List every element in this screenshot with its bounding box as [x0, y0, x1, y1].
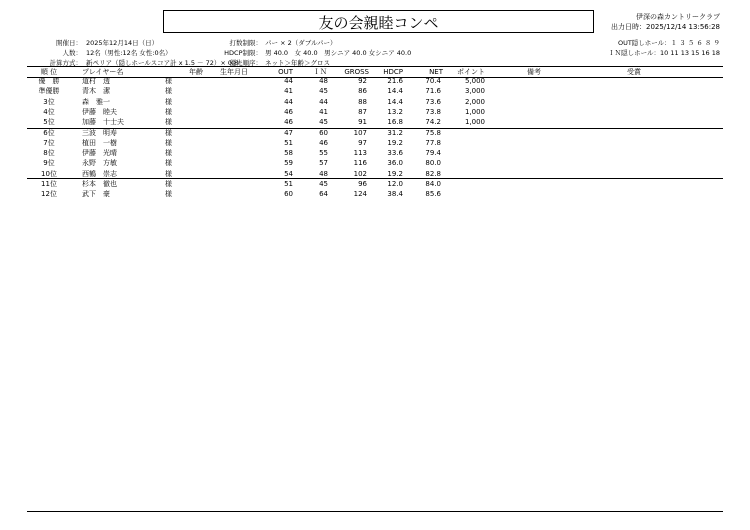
print-datetime: 出力日時：2025/12/14 13:56:28 [610, 23, 720, 31]
cell-honorific: 様 [165, 107, 172, 116]
cell-rank: 8位 [43, 149, 55, 158]
bottom-rule [27, 511, 723, 512]
cell-player-name: 杉本 徹也 [82, 180, 117, 188]
cell-rank: 12位 [41, 190, 57, 199]
cell-out: 44 [284, 77, 293, 85]
cell-rank: 7位 [43, 138, 55, 147]
cell-in: 45 [319, 180, 328, 188]
cell-points: 3,000 [464, 87, 485, 96]
cell-points: 5,000 [464, 77, 485, 85]
header-hdcp: HDCP [383, 68, 403, 76]
cell-honorific: 様 [165, 118, 172, 127]
cell-player-name: 加藤 十士夫 [82, 118, 124, 127]
cell-rank: 9位 [43, 159, 55, 168]
table-row [27, 107, 723, 117]
cell-honorific: 様 [165, 159, 172, 168]
cell-honorific: 様 [165, 190, 172, 199]
prize-divider [27, 128, 723, 129]
cell-gross: 113 [353, 149, 367, 158]
cell-net: 82.8 [425, 169, 441, 178]
cell-gross: 97 [358, 138, 367, 147]
cell-honorific: 様 [165, 149, 172, 158]
cell-in: 45 [319, 87, 328, 96]
cell-out: 51 [284, 138, 293, 147]
cell-hdcp: 38.4 [387, 190, 403, 199]
cell-player-name: 伊藤 睦夫 [82, 107, 117, 116]
priority-value: ネット＞年齢＞グロス [265, 59, 330, 67]
cell-rank: 6位 [43, 128, 55, 137]
table-row [27, 97, 723, 107]
cell-hdcp: 13.2 [387, 107, 403, 116]
cell-honorific: 様 [165, 128, 172, 137]
header-in: ＩＮ [313, 68, 327, 76]
date-label: 開催日： [56, 39, 82, 47]
cell-out: 46 [284, 107, 293, 116]
cell-in: 64 [319, 190, 328, 199]
cell-rank: 4位 [43, 107, 55, 116]
cell-player-name: 森 雅一 [82, 97, 110, 106]
cell-gross: 102 [353, 169, 367, 178]
cell-honorific: 様 [165, 138, 172, 147]
header-award: 受賞 [627, 68, 641, 76]
table-row [27, 138, 723, 148]
cell-honorific: 様 [165, 169, 172, 178]
cell-player-name: 西鶴 崇志 [82, 169, 117, 178]
title-box [163, 10, 594, 33]
cell-honorific: 様 [165, 97, 172, 106]
cell-gross: 87 [358, 107, 367, 116]
cell-in: 44 [319, 97, 328, 106]
info-labels-mid [218, 38, 262, 68]
cell-honorific: 様 [165, 87, 172, 96]
cell-net: 73.6 [425, 97, 441, 106]
table-row [27, 128, 723, 138]
cell-net: 85.6 [425, 190, 441, 199]
cell-net: 74.2 [425, 118, 441, 127]
priority-label: 優先順序： [229, 59, 262, 67]
cell-out: 47 [284, 128, 293, 137]
cell-player-name: 永野 方敏 [82, 159, 117, 168]
info-values-left [86, 38, 238, 68]
cell-honorific: 様 [165, 180, 172, 188]
cell-gross: 92 [358, 77, 367, 85]
club-name: 伊深の森カントリークラブ [636, 13, 720, 21]
cell-out: 54 [284, 169, 293, 178]
header-rank: 順 位 [40, 68, 58, 76]
cell-rank: 10位 [41, 169, 57, 178]
cell-in: 46 [319, 138, 328, 147]
cell-out: 59 [284, 159, 293, 168]
header-out: OUT [278, 68, 293, 76]
cell-hdcp: 14.4 [387, 87, 403, 96]
cell-net: 70.4 [425, 77, 441, 85]
cell-hdcp: 19.2 [387, 138, 403, 147]
cell-hdcp: 19.2 [387, 169, 403, 178]
table-row [27, 158, 723, 168]
header-remarks: 備考 [527, 68, 541, 76]
cell-hdcp: 31.2 [387, 128, 403, 137]
cell-rank: 5位 [43, 118, 55, 127]
strokes-value: パー × 2（ダブルパー） [265, 39, 337, 47]
header-gross: GROSS [344, 68, 369, 76]
cell-gross: 116 [353, 159, 367, 168]
cell-gross: 86 [358, 87, 367, 96]
info-labels-left [40, 38, 82, 68]
cell-in: 45 [319, 118, 328, 127]
header-points: ポイント [457, 68, 485, 76]
group-divider [27, 178, 723, 179]
header-player: プレイヤー名 [82, 68, 124, 76]
cell-out: 41 [284, 87, 293, 96]
cell-gross: 107 [353, 128, 367, 137]
cell-rank: 11位 [41, 180, 57, 188]
cell-net: 77.8 [425, 138, 441, 147]
cell-points: 1,000 [464, 118, 485, 127]
cell-in: 55 [319, 149, 328, 158]
cell-net: 71.6 [425, 87, 441, 96]
cell-in: 48 [319, 77, 328, 85]
cell-hdcp: 16.8 [387, 118, 403, 127]
calc-value: 新ペリア（隠しホールスコア計 x 1.5 － 72）× 0.8 [86, 59, 239, 67]
cell-in: 57 [319, 159, 328, 168]
table-row [27, 189, 723, 199]
cell-player-name: 道村 透 [82, 77, 110, 85]
cell-in: 48 [319, 169, 328, 178]
header-net: NET [429, 68, 443, 76]
out-hidden-holes: OUT隠しホール：１ ３ ５ ６ ８ ９ [617, 39, 720, 47]
cell-gross: 91 [358, 118, 367, 127]
table-row [27, 86, 723, 96]
cell-player-name: 三波 明寿 [82, 128, 117, 137]
cell-points: 2,000 [464, 97, 485, 106]
cell-honorific: 様 [165, 77, 172, 85]
cell-player-name: 植田 一樹 [82, 138, 117, 147]
cell-in: 41 [319, 107, 328, 116]
cell-player-name: 青木 潔 [82, 87, 110, 96]
header-age: 年齢 [189, 68, 203, 76]
table-row [27, 117, 723, 127]
cell-out: 60 [284, 190, 293, 199]
cell-out: 44 [284, 97, 293, 106]
cell-points: 1,000 [464, 107, 485, 116]
cell-hdcp: 33.6 [387, 149, 403, 158]
table-row [27, 76, 723, 86]
cell-player-name: 伊藤 光晴 [82, 149, 117, 158]
date-value: 2025年12月14日（日） [86, 39, 159, 47]
cell-hdcp: 21.6 [387, 77, 403, 85]
cell-net: 75.8 [425, 128, 441, 137]
cell-net: 73.8 [425, 107, 441, 116]
players-value: 12名（男性:12名 女性:0名） [86, 49, 172, 57]
cell-net: 79.4 [425, 149, 441, 158]
hdcp-value: 男 40.0 女 40.0 男シニア 40.0 女シニア 40.0 [265, 49, 412, 57]
cell-rank: 優 勝 [38, 77, 60, 85]
club-info [611, 12, 720, 32]
hidden-holes [608, 38, 720, 58]
cell-player-name: 武下 豪 [82, 190, 110, 199]
table-row [27, 179, 723, 189]
cell-in: 60 [319, 128, 328, 137]
cell-gross: 96 [358, 180, 367, 188]
cell-net: 80.0 [425, 159, 441, 168]
strokes-label: 打数制限： [229, 39, 262, 47]
cell-out: 51 [284, 180, 293, 188]
table-row [27, 148, 723, 158]
page-title: 友の会親睦コンペ [318, 14, 439, 32]
cell-hdcp: 12.0 [387, 180, 403, 188]
cell-hdcp: 36.0 [387, 159, 403, 168]
cell-rank: 3位 [43, 97, 55, 106]
players-label: 人数： [62, 49, 82, 57]
cell-gross: 88 [358, 97, 367, 106]
hdcp-label: HDCP制限： [224, 49, 262, 57]
cell-hdcp: 14.4 [387, 97, 403, 106]
cell-out: 46 [284, 118, 293, 127]
cell-gross: 124 [353, 190, 367, 199]
cell-net: 84.0 [425, 180, 441, 188]
cell-rank: 準優勝 [38, 87, 60, 96]
header-birthday: 生年月日 [220, 68, 248, 76]
in-hidden-holes: ＩＮ隠しホール：10 11 13 15 16 18 [608, 49, 720, 57]
cell-out: 58 [284, 149, 293, 158]
calc-label: 計算方式： [49, 59, 82, 67]
info-values-mid [265, 38, 411, 68]
